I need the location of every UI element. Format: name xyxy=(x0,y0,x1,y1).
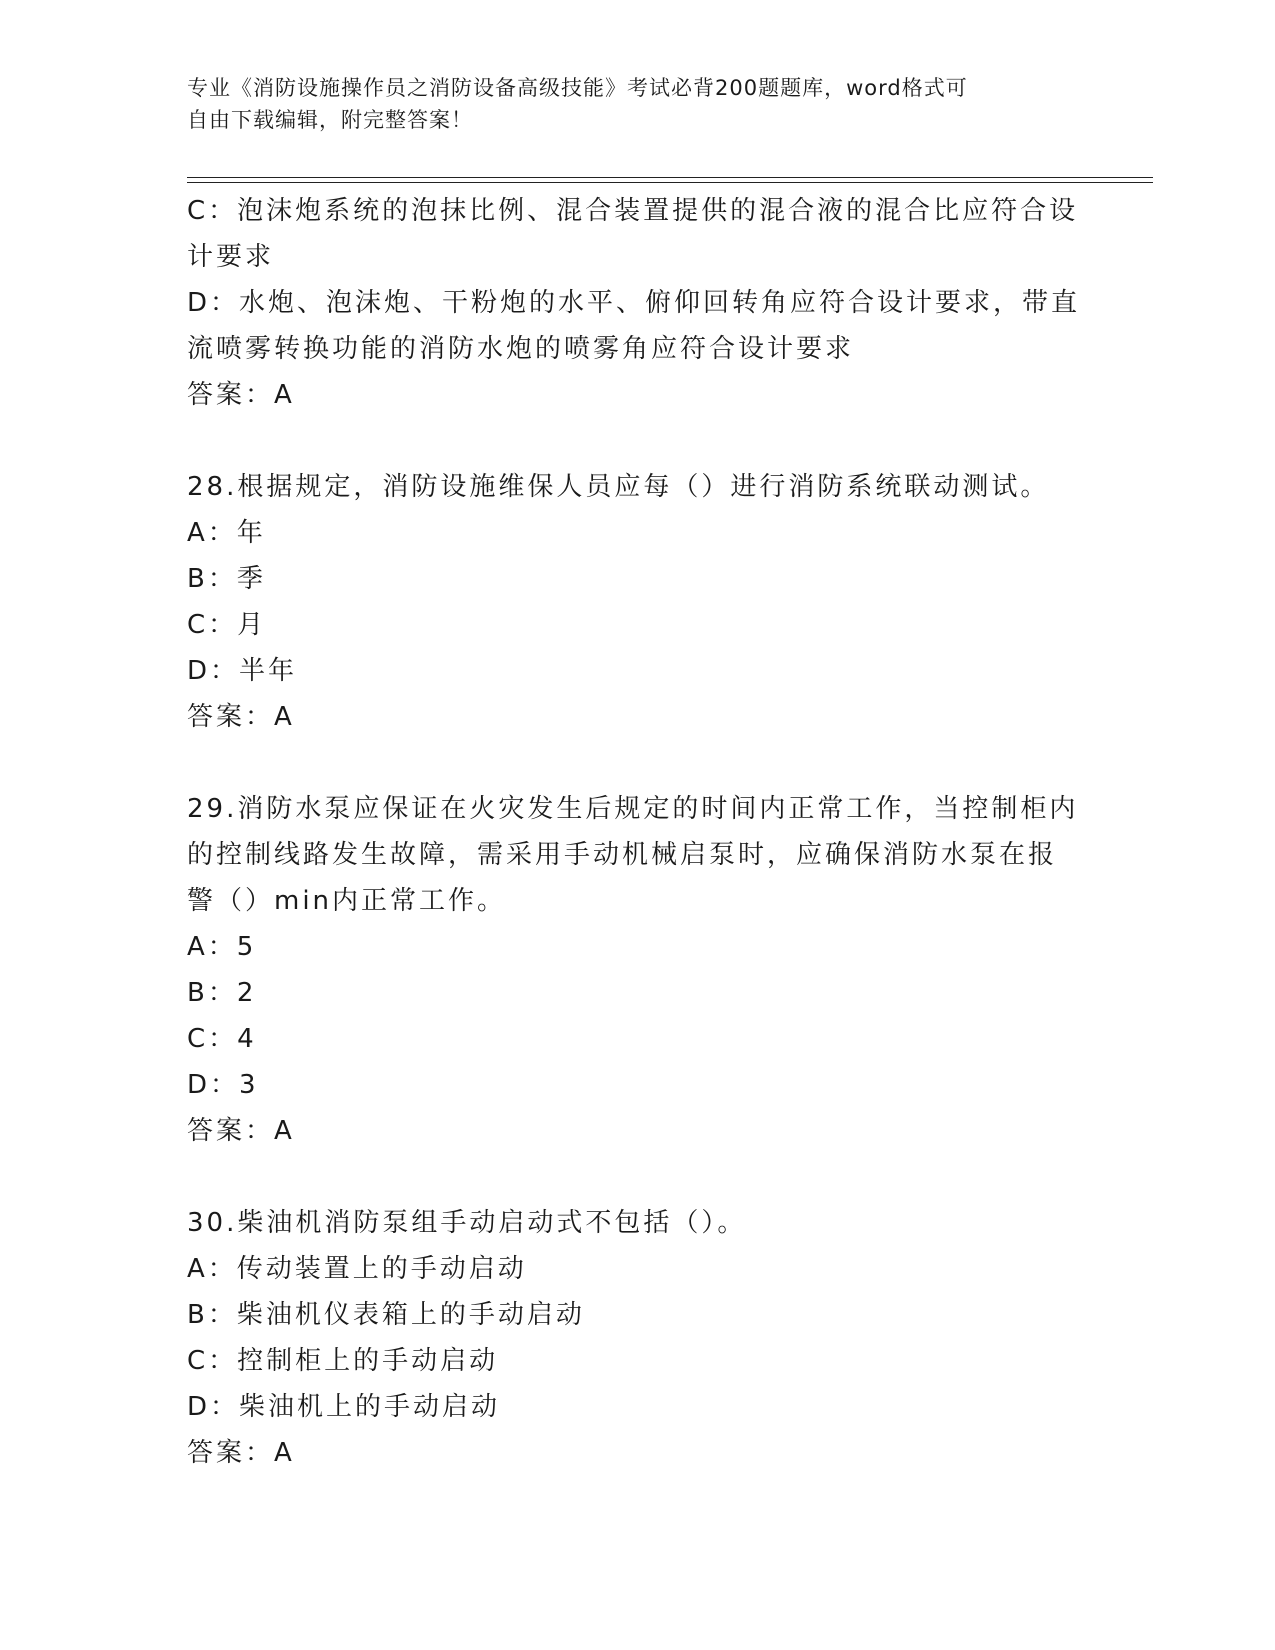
question-30 xyxy=(187,1200,1087,1476)
answer-29: 答案：A xyxy=(187,1116,295,1146)
document-header xyxy=(187,72,1067,136)
answer-30: 答案：A xyxy=(187,1438,295,1468)
question-stem: 30.柴油机消防泵组手动启动式不包括（）。 xyxy=(187,1208,747,1238)
option-c: C：控制柜上的手动启动 xyxy=(187,1346,499,1376)
option-a: A：5 xyxy=(187,932,257,962)
header-divider-bottom xyxy=(187,182,1153,183)
option-a: A：年 xyxy=(187,518,266,548)
option-d-line-1: D：水炮、泡沫炮、干粉炮的水平、俯仰回转角应符合设计要求，带直 xyxy=(187,288,1081,318)
question-stem: 28.根据规定，消防设施维保人员应每（）进行消防系统联动测试。 xyxy=(187,472,1050,502)
option-c-line-1: C：泡沫炮系统的泡抹比例、混合装置提供的混合液的混合比应符合设 xyxy=(187,196,1079,226)
question-stem-line-2: 的控制线路发生故障，需采用手动机械启泵时，应确保消防水泵在报 xyxy=(187,840,1058,870)
spacer xyxy=(187,740,1087,786)
option-b: B：柴油机仪表箱上的手动启动 xyxy=(187,1300,585,1330)
document-body xyxy=(187,188,1087,1476)
option-d-line-2: 流喷雾转换功能的消防水炮的喷雾角应符合设计要求 xyxy=(187,334,855,364)
question-stem-line-3: 警（）min内正常工作。 xyxy=(187,886,507,916)
header-subtitle-line: 自由下载编辑，附完整答案！ xyxy=(187,108,473,132)
question-29 xyxy=(187,786,1087,1154)
option-a: A：传动装置上的手动启动 xyxy=(187,1254,527,1284)
option-d: D：柴油机上的手动启动 xyxy=(187,1392,501,1422)
spacer xyxy=(187,418,1087,464)
option-d: D：半年 xyxy=(187,656,298,686)
answer-28: 答案：A xyxy=(187,702,295,732)
answer-27: 答案：A xyxy=(187,380,295,410)
option-c: C：月 xyxy=(187,610,267,640)
option-b: B：2 xyxy=(187,978,257,1008)
option-b: B：季 xyxy=(187,564,266,594)
question-stem-line-1: 29.消防水泵应保证在火灾发生后规定的时间内正常工作，当控制柜内 xyxy=(187,794,1079,824)
option-c: C：4 xyxy=(187,1024,257,1054)
question-27-continued xyxy=(187,188,1087,418)
spacer xyxy=(187,1154,1087,1200)
header-divider-top xyxy=(187,177,1153,178)
question-28 xyxy=(187,464,1087,740)
option-d: D：3 xyxy=(187,1070,259,1100)
header-title-line: 专业《消防设施操作员之消防设备高级技能》考试必背200题题库，word格式可 xyxy=(187,76,968,100)
option-c-line-2: 计要求 xyxy=(187,242,275,272)
